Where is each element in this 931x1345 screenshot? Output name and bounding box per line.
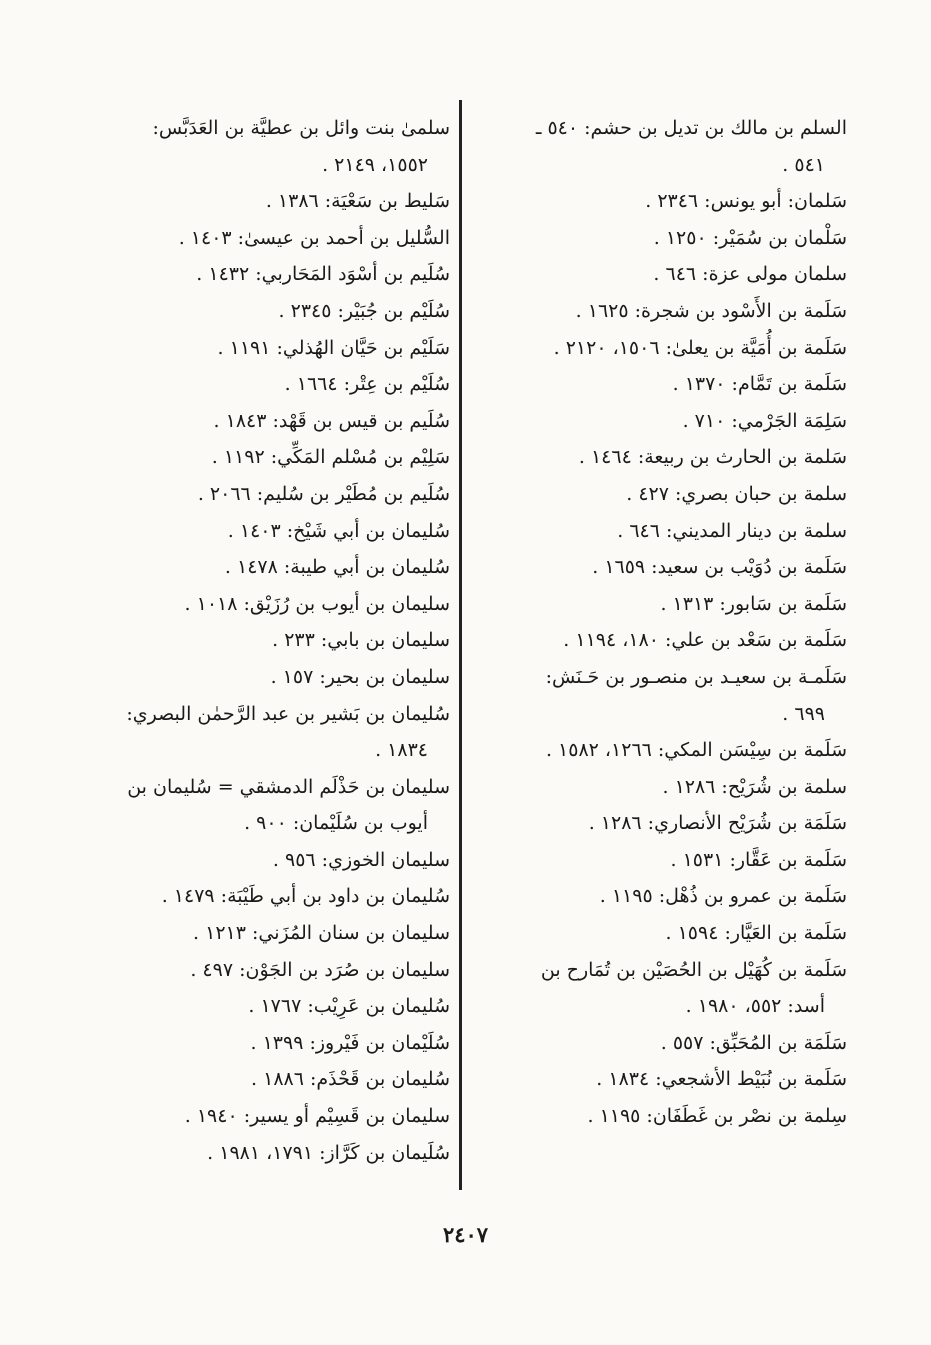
index-entry: سُلَيْمان بن فَيْروز: ١٣٩٩ .: [250, 1031, 450, 1054]
index-entry: سُلَيمان بن كَرَّاز: ١٧٩١، ١٩٨١ .: [207, 1141, 450, 1164]
index-entry: سليمان الخوزي: ٩٥٦ .: [272, 848, 450, 871]
index-entry: سُليمان بن قَحْذَم: ١٨٨٦ .: [251, 1068, 450, 1091]
index-entry: سُلَيم بن قيس بن قَهْد: ١٨٤٣ .: [213, 409, 450, 432]
index-entry-continuation: ١٨٣٤ .: [375, 739, 428, 762]
index-entry: سَلَمـة بن سعيـد بن منصـور بن حَـنَش:: [545, 665, 847, 688]
index-entry: سلمة بن حبان بصري: ٤٢٧ .: [626, 482, 847, 505]
index-entry: سَلَمة بن الأَسْود بن شجرة: ١٦٢٥ .: [575, 299, 847, 322]
index-entry: سَلِيْم بن مُسْلم المَكِّي: ١١٩٢ .: [211, 446, 450, 469]
index-entry-continuation: ٥٤١ .: [782, 153, 825, 176]
index-entry: سلمة بن شُرَيْح: ١٢٨٦ .: [662, 775, 847, 798]
index-entry: سليمان بن بابي: ٢٣٣ .: [272, 629, 450, 652]
index-entry: سليمان بن حَذْلَم الدمشقي = سُليمان بن: [127, 775, 450, 798]
index-entry: سليمان بن بحير: ١٥٧ .: [270, 665, 450, 688]
index-entry: سُلَيْم بن عِتْر: ١٦٦٤ .: [284, 373, 450, 396]
index-entry: سَلَمة بن عمرو بن ذُهْل: ١١٩٥ .: [599, 885, 847, 908]
index-entry: سَلَمة بن تَمَّام: ١٣٧٠ .: [672, 373, 847, 396]
index-entry: سَلَمة بن سَابور: ١٣١٣ .: [660, 592, 847, 615]
index-entry: سَلَمة بن كُهَيْل بن الحُصَيْن بن تُمَارح بن: [540, 958, 847, 981]
index-entry: سُلَيم بن أسْوَد المَحَاربي: ١٤٣٢ .: [196, 263, 450, 286]
index-entry: السُّليل بن أحمد بن عيسىٰ: ١٤٠٣ .: [178, 226, 450, 249]
index-entry: سُليمان بن أبي شَيْخ: ١٤٠٣ .: [227, 519, 450, 542]
page-number: ٢٤٠٧: [442, 1222, 489, 1247]
index-entry: سَلمان: أبو يونس: ٢٣٤٦ .: [645, 190, 847, 213]
index-entry: سَلَمة بن سِيْسَن المكي: ١٢٦٦، ١٥٨٢ .: [545, 739, 847, 762]
index-entry: سليمان بن قَسِيْم أو يسير: ١٩٤٠ .: [184, 1105, 450, 1128]
index-entry-continuation: أيوب بن سُلَيْمان: ٩٠٠ .: [244, 812, 428, 835]
index-entry: سُليمان بن داود بن أبي طَيْبَة: ١٤٧٩ .: [161, 885, 450, 908]
index-entry: سليمان بن صُرَد بن الجَوْن: ٤٩٧ .: [190, 958, 450, 981]
index-entry: سَليط بن سَعْيَة: ١٣٨٦ .: [265, 190, 450, 213]
index-entry: سَلَمة بن أُمَيَّة بن يعلىٰ: ١٥٠٦، ٢١٢٠ .: [553, 336, 847, 359]
index-entry: السلم بن مالك بن تديل بن حشم: ٥٤٠ ـ: [535, 117, 847, 139]
index-entry-continuation: ١٥٥٢، ٢١٤٩ .: [322, 153, 428, 176]
index-column-left: [70, 110, 450, 1171]
index-column-right: [470, 110, 847, 1135]
index-entry: سلمة بن دينار المديني: ٦٤٦ .: [617, 519, 847, 542]
index-entry: سلمىٰ بنت وائل بن عطيَّة بن العَدَبَّس:: [152, 117, 450, 139]
index-entry: سَلَمة بن سَعْد بن علي: ١٨٠، ١١٩٤ .: [563, 629, 847, 652]
index-entry: سُليمان بن عَرِيْب: ١٧٦٧ .: [248, 995, 450, 1018]
index-entry: سَلَمَة بن المُحَبِّق: ٥٥٧ .: [660, 1031, 847, 1054]
index-entry: سليمان بن سنان المُزَني: ١٢١٣ .: [193, 922, 450, 945]
index-entry: سُليمان بن أبي طيبة: ١٤٧٨ .: [224, 556, 450, 579]
index-entry: سليمان بن أيوب بن رُزَيْق: ١٠١٨ .: [184, 592, 450, 615]
index-entry: سلمان مولى عزة: ٦٤٦ .: [653, 263, 847, 286]
index-entry-continuation: ٦٩٩ .: [782, 702, 825, 725]
index-entry: سَلَمَة بن شُرَيْح الأنصاري: ١٢٨٦ .: [588, 812, 847, 835]
index-entry: سُليمان بن بَشير بن عبد الرَّحمٰن البصري:: [126, 702, 450, 725]
index-entry: سَلَمة بن دُوَيْب بن سعيد: ١٦٥٩ .: [592, 556, 847, 579]
index-entry: سَلِمَة الجَرْمي: ٧١٠ .: [682, 409, 847, 432]
index-entry: سِلمة بن نصْر بن غَطَفَان: ١١٩٥ .: [587, 1105, 847, 1128]
index-entry: سَلَيْم بن حَيَّان الهُذلي: ١١٩١ .: [217, 336, 450, 359]
column-divider: [459, 100, 462, 1190]
index-entry: سَلمة بن الحارث بن ربيعة: ١٤٦٤ .: [578, 446, 847, 469]
index-entry: سَلَمة بن نُبَيْط الأشجعي: ١٨٣٤ .: [596, 1068, 847, 1091]
index-entry-continuation: أسد: ٥٥٢، ١٩٨٠ .: [685, 995, 825, 1018]
index-entry: سَلَمة بن العَيَّار: ١٥٩٤ .: [665, 922, 847, 945]
index-entry: سُلَيْم بن جُبَيْر: ٢٣٤٥ .: [278, 299, 450, 322]
index-entry: سَلَمة بن عَقَّار: ١٥٣١ .: [670, 848, 847, 871]
index-entry: سُلَيم بن مُطَيْر بن سُليم: ٢٠٦٦ .: [197, 482, 450, 505]
index-entry: سَلْمان بن سُمَيْر: ١٢٥٠ .: [653, 226, 847, 249]
